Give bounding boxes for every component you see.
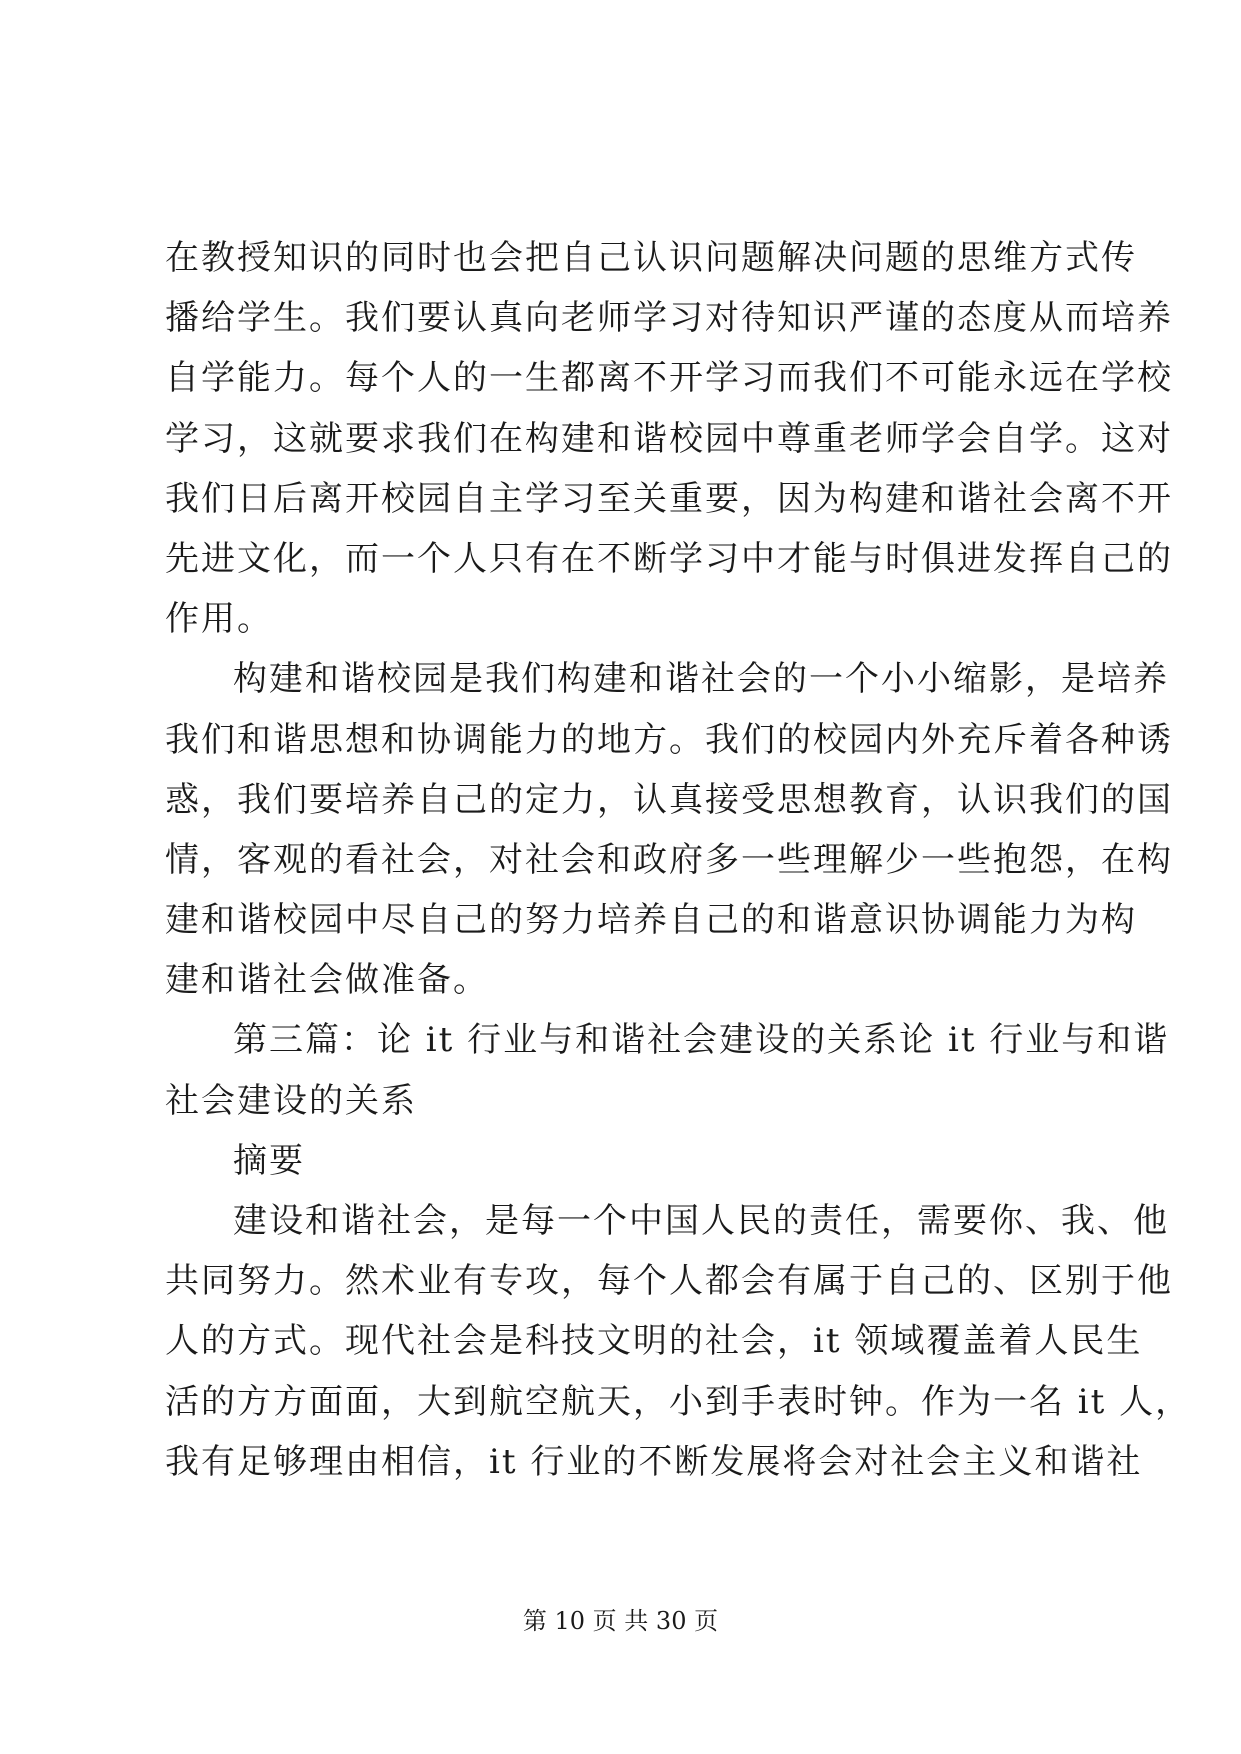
- text-line: 活的方方面面，大到航空航天，小到手表时钟。作为一名 it 人，: [165, 1381, 1192, 1422]
- body-text: [165, 228, 1192, 1492]
- page-number-footer: 第 10 页 共 30 页: [522, 1607, 719, 1635]
- text-line: 先进文化，而一个人只有在不断学习中才能与时俱进发挥自己的: [165, 538, 1173, 579]
- paragraph-first-line: 构建和谐校园是我们构建和谐社会的一个小小缩影，是培养: [233, 659, 1169, 700]
- paragraph-first-line: 建设和谐社会，是每一个中国人民的责任，需要你、我、他: [233, 1201, 1169, 1241]
- text-line: 我们日后离开校园自主学习至关重要，因为构建和谐社会离不开: [165, 478, 1173, 519]
- section-heading: 第三篇：论 it 行业与和谐社会建设的关系论 it 行业与和谐: [233, 1020, 1170, 1061]
- text-line: 建和谐校园中尽自己的努力培养自己的和谐意识协调能力为构: [165, 900, 1137, 941]
- text-line: 学习，这就要求我们在构建和谐校园中尊重老师学会自学。这对: [165, 418, 1173, 459]
- abstract-heading: 摘要: [233, 1140, 305, 1181]
- text-line: 在教授知识的同时也会把自己认识问题解决问题的思维方式传: [165, 238, 1137, 278]
- text-line: 情，客观的看社会，对社会和政府多一些理解少一些抱怨，在构: [165, 839, 1173, 880]
- text-line: 共同努力。然术业有专攻，每个人都会有属于自己的、区别于他: [165, 1261, 1173, 1302]
- text-line: 我们和谐思想和协调能力的地方。我们的校园内外充斥着各种诱: [165, 719, 1173, 760]
- text-line: 我有足够理由相信，it 行业的不断发展将会对社会主义和谐社: [165, 1441, 1143, 1482]
- text-line: 惑，我们要培养自己的定力，认真接受思想教育，认识我们的国: [165, 779, 1173, 820]
- text-line: 自学能力。每个人的一生都离不开学习而我们不可能永远在学校: [165, 358, 1173, 399]
- text-line: 作用。: [165, 599, 273, 640]
- text-line: 播给学生。我们要认真向老师学习对待知识严谨的态度从而培养: [165, 298, 1173, 339]
- text-line: 建和谐社会做准备。: [165, 960, 489, 1001]
- section-heading-continued: 社会建设的关系: [165, 1080, 417, 1121]
- text-line: 人的方式。现代社会是科技文明的社会，it 领域覆盖着人民生: [165, 1321, 1143, 1362]
